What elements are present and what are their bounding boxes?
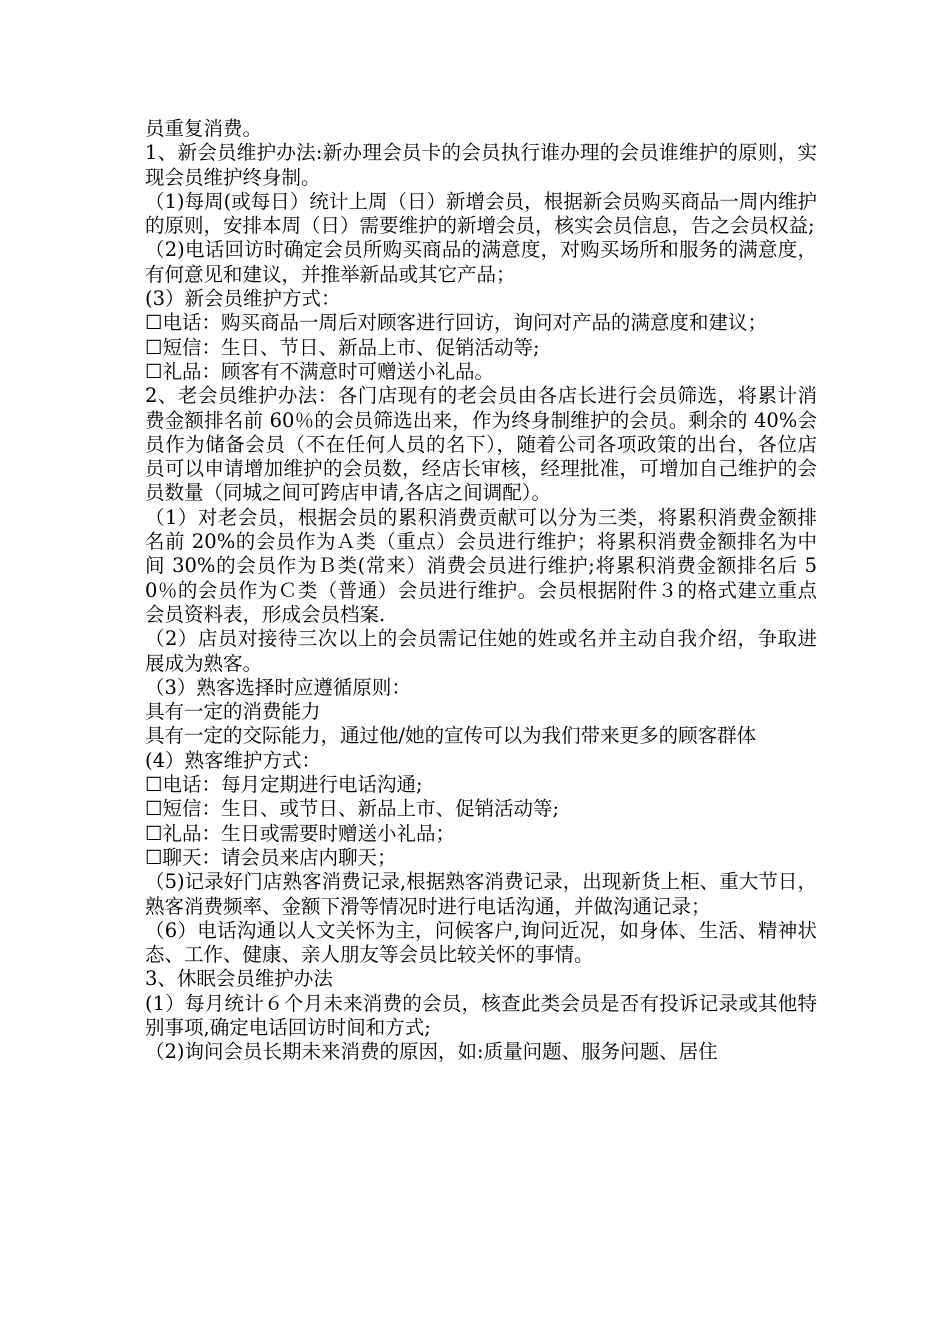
paragraph-new-member-item-1: （1)每周(或每日）统计上周（日）新增会员，根据新会员购买商品一周内维护的原则，安排本周（日）需要维护的新增会员，核实会员信息，告之会员权益; xyxy=(145,189,817,238)
paragraph-old-member-item-6: （6）电话沟通以人文关怀为主，问候客户,询问近况，如身体、生活、精神状态、工作、健康、亲人朋友等会员比较关怀的事情。 xyxy=(145,918,817,967)
paragraph-continuation: 员重复消费。 xyxy=(145,117,263,140)
paragraph-principle-2: 具有一定的交际能力，通过他/她的宣传可以为我们带来更多的顾客群体 xyxy=(145,724,757,748)
paragraph-new-member-item-3: (3）新会员维护方式： xyxy=(145,287,341,311)
paragraph-old-member-method: 2、老会员维护办法：各门店现有的老会员由各店长进行会员筛选，将累计消费金额排名前 60％的会员筛选出来，作为终身制维护的会员。剩余的 40%会员作为储备会员（不在任何人员的名下），随着公司各项政策的出台，各位店员可以申请增加维护的会员数，经店长审核，经理批准，可增加自己维护的会员数量（同城之间可跨店申请,各店之间调配）。 xyxy=(145,384,817,505)
paragraph-old-member-item-2: （2）店员对接待三次以上的会员需记住她的姓或名并主动自我介绍，争取进展成为熟客。 xyxy=(145,627,817,675)
paragraph-old-member-item-3: （3）熟客选择时应遵循原则： xyxy=(145,675,411,699)
paragraph-regular-chat: ☐聊天：请会员来店内聊天； xyxy=(145,845,397,869)
paragraph-new-member-phone: ☐电话：购买商品一周后对顾客进行回访，询问对产品的满意度和建议； xyxy=(145,311,767,335)
paragraph-principle-1: 具有一定的消费能力 xyxy=(145,700,321,724)
paragraph-regular-phone: ☐电话：每月定期进行电话沟通; xyxy=(145,773,423,797)
paragraph-old-member-item-5: （5)记录好门店熟客消费记录,根据熟客消费记录，出现新货上柜、重大节日，熟客消费频率、金额下滑等情况时进行电话沟通，并做沟通记录； xyxy=(145,870,817,918)
paragraph-new-member-gift: ☐礼品：顾客有不满意时可赠送小礼品。 xyxy=(145,359,494,383)
paragraph-old-member-item-4: (4）熟客维护方式： xyxy=(145,748,322,772)
paragraph-regular-gift: ☐礼品：生日或需要时赠送小礼品； xyxy=(145,821,455,845)
paragraph-dormant-member-item-1: (1）每月统计６个月未来消费的会员，核查此类会员是否有投诉记录或其他特别事项,确定电话回访时间和方式; xyxy=(145,991,817,1039)
paragraph-old-member-item-1: （1）对老会员，根据会员的累积消费贡献可以分为三类，将累积消费金额排名前 20%的会员作为Ａ类（重点）会员进行维护；将累积消费金额排名为中间 30%的会员作为Ｂ类(常来）消费会员进行维护;将累积消费金额排名后 50％的会员作为Ｃ类（普通）会员进行维护。会员根据附件３的格式建立重点会员资料表，形成会员档案. xyxy=(145,505,817,626)
paragraph-new-member-item-2: （2)电话回访时确定会员所购买商品的满意度，对购买场所和服务的满意度，有何意见和建议，并推举新品或其它产品； xyxy=(145,238,817,286)
paragraph-new-member-method: 1、新会员维护办法:新办理会员卡的会员执行谁办理的会员谁维护的原则，实现会员维护终身制。 xyxy=(145,141,817,189)
document-body xyxy=(145,117,817,1065)
paragraph-dormant-member-item-2: （2)询问会员长期未来消费的原因，如:质量问题、服务问题、居住 xyxy=(145,1040,718,1064)
paragraph-regular-sms: ☐短信：生日、或节日、新品上市、促销活动等; xyxy=(145,797,560,821)
paragraph-dormant-member-method: 3、休眠会员维护办法 xyxy=(145,967,333,991)
paragraph-new-member-sms: ☐短信：生日、节日、新品上市、促销活动等; xyxy=(145,335,540,359)
